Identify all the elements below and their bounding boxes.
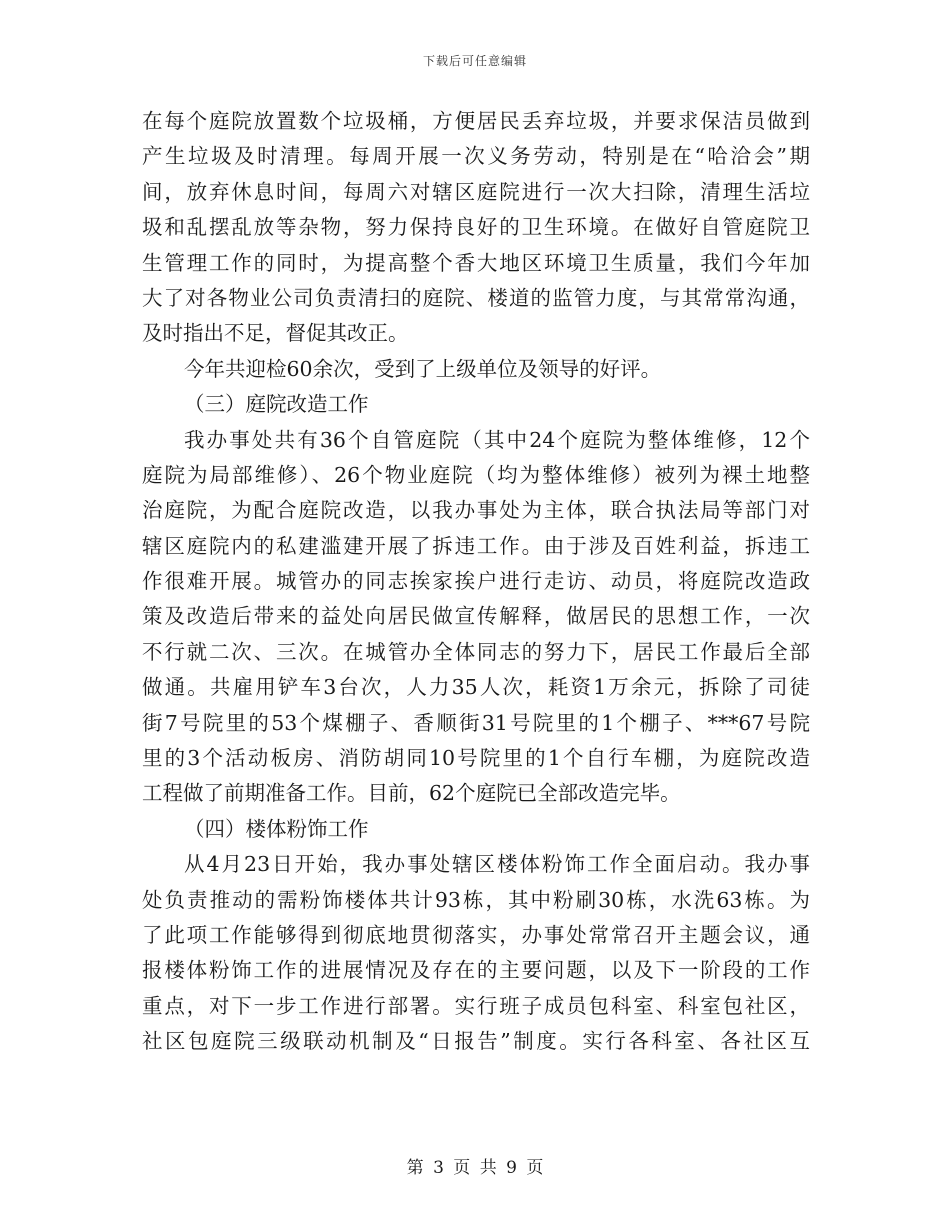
text-line: 庭院为局部维修）、26个物业庭院（均为整体维修）被列为裸土地整: [142, 462, 810, 487]
page-number: 第 3 页 共 9 页: [406, 1158, 544, 1178]
text-line: 社区包庭院三级联动机制及“日报告”制度。实行各科室、各社区互: [142, 1029, 810, 1054]
text-line: 作很难开展。城管办的同志挨家挨户进行走访、动员，将庭院改造政: [142, 569, 810, 594]
text-line: 策及改造后带来的益处向居民做宣传解释，做居民的思想工作，一次: [142, 604, 810, 629]
text-line: （三）庭院改造工作: [184, 392, 369, 417]
text-line: 今年共迎检60余次，受到了上级单位及领导的好评。: [184, 356, 662, 381]
text-line: 重点，对下一步工作进行部署。实行班子成员包科室、科室包社区，: [142, 993, 810, 1018]
text-line: 间，放弃休息时间，每周六对辖区庭院进行一次大扫除，清理生活垃: [142, 179, 810, 204]
section-heading: [142, 812, 810, 847]
text-line: 做通。共雇用铲车3台次，人力35人次，耗资1万余元，拆除了司徒: [142, 675, 810, 700]
text-line: 街7号院里的53个煤棚子、香顺街31号院里的1个棚子、***67号院: [142, 710, 810, 735]
text-line: 不行就二次、三次。在城管办全体同志的努力下，居民工作最后全部: [142, 639, 810, 664]
text-line: 生管理工作的同时，为提高整个香大地区环境卫生质量，我们今年加: [142, 250, 810, 275]
text-line: 里的3个活动板房、消防胡同10号院里的1个自行车棚，为庭院改造: [142, 746, 810, 771]
section-heading: [142, 387, 810, 422]
text-line: 处负责推动的需粉饰楼体共计93栋，其中粉刷30栋，水洗63栋。为: [142, 887, 810, 912]
text-line: 报楼体粉饰工作的进展情况及存在的主要问题，以及下一阶段的工作: [142, 958, 810, 983]
text-line: 我办事处共有36个自管庭院（其中24个庭院为整体维修，12个: [184, 427, 810, 452]
text-line: 治庭院，为配合庭院改造，以我办事处为主体，联合执法局等部门对: [142, 498, 810, 523]
text-line: （四）楼体粉饰工作: [184, 816, 369, 841]
text-line: 辖区庭院内的私建滥建开展了拆违工作。由于涉及百姓利益，拆违工: [142, 533, 810, 558]
text-line: 及时指出不足，督促其改正。: [142, 321, 409, 346]
text-line: 产生垃圾及时清理。每周开展一次义务劳动，特别是在“哈洽会”期: [142, 144, 810, 169]
text-line: 从4月23日开始，我办事处辖区楼体粉饰工作全面启动。我办事: [184, 852, 810, 877]
text-line: 工程做了前期准备工作。目前，62个庭院已全部改造完毕。: [142, 781, 681, 806]
text-line: 大了对各物业公司负责清扫的庭院、楼道的监管力度，与其常常沟通，: [142, 285, 810, 310]
text-line: 了此项工作能够得到彻底地贯彻落实，办事处常常召开主题会议，通: [142, 922, 810, 947]
paragraph: [142, 847, 810, 1059]
document-body: [142, 104, 810, 1060]
page-header-note: 下载后可任意编辑: [422, 54, 527, 68]
text-line: 圾和乱摆乱放等杂物，努力保持良好的卫生环境。在做好自管庭院卫: [142, 215, 810, 240]
paragraph: [142, 352, 810, 387]
text-line: 在每个庭院放置数个垃圾桶，方便居民丢弃垃圾，并要求保洁员做到: [142, 109, 810, 133]
paragraph: [142, 104, 810, 352]
paragraph: [142, 423, 810, 812]
